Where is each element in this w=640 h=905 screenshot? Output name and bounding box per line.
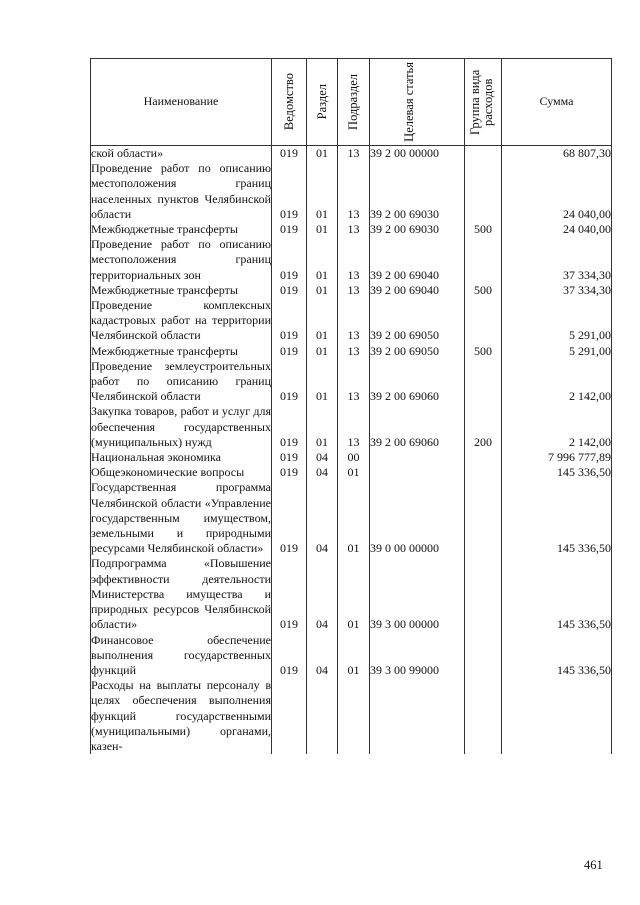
row-razdel: 04	[307, 450, 338, 465]
row-gruppa	[465, 465, 502, 480]
row-celevaya	[370, 465, 465, 480]
row-podrazdel: 13	[338, 161, 370, 222]
row-razdel: 01	[307, 298, 338, 344]
row-gruppa	[465, 161, 502, 222]
row-name: Национальная экономика	[91, 450, 272, 465]
table-row	[91, 633, 612, 679]
header-celevaya	[370, 59, 465, 146]
row-vedomstvo: 019	[272, 465, 307, 480]
row-razdel: 04	[307, 480, 338, 556]
row-razdel: 01	[307, 237, 338, 283]
table-row	[91, 222, 612, 237]
row-celevaya: 39 2 00 69040	[370, 237, 465, 283]
header-name	[91, 59, 272, 146]
row-summa: 145 336,50	[502, 556, 612, 632]
row-razdel: 01	[307, 146, 338, 162]
row-celevaya: 39 2 00 69060	[370, 404, 465, 450]
row-vedomstvo: 019	[272, 450, 307, 465]
header-razdel	[307, 59, 338, 146]
budget-table	[90, 58, 612, 754]
row-celevaya: 39 2 00 00000	[370, 146, 465, 162]
row-celevaya: 39 2 00 69060	[370, 359, 465, 405]
row-gruppa: 500	[465, 283, 502, 298]
table-row	[91, 161, 612, 222]
row-summa: 5 291,00	[502, 344, 612, 359]
row-vedomstvo: 019	[272, 556, 307, 632]
row-podrazdel: 01	[338, 480, 370, 556]
row-vedomstvo: 019	[272, 161, 307, 222]
table-row	[91, 237, 612, 283]
row-gruppa	[465, 678, 502, 754]
row-summa: 145 336,50	[502, 480, 612, 556]
row-vedomstvo: 019	[272, 344, 307, 359]
row-vedomstvo: 019	[272, 222, 307, 237]
row-summa: 145 336,50	[502, 465, 612, 480]
row-podrazdel: 13	[338, 298, 370, 344]
row-gruppa	[465, 480, 502, 556]
header-razdel-label: Раздел	[314, 84, 329, 120]
row-name: Подпрограмма «Повышение эффективности деятельности Министерства имущества и природных ресурсов Челябинской области»	[91, 556, 271, 632]
row-gruppa	[465, 146, 502, 162]
row-gruppa	[465, 237, 502, 283]
row-vedomstvo: 019	[272, 480, 307, 556]
row-celevaya: 39 3 00 99000	[370, 633, 465, 679]
row-podrazdel: 00	[338, 450, 370, 465]
row-celevaya: 39 3 00 00000	[370, 556, 465, 632]
header-gruppa	[465, 59, 502, 146]
row-summa: 2 142,00	[502, 359, 612, 405]
row-summa: 24 040,00	[502, 222, 612, 237]
table-row	[91, 678, 612, 754]
row-name: Межбюджетные трансферты	[91, 283, 272, 298]
row-summa: 2 142,00	[502, 404, 612, 450]
header-summa-label: Сумма	[539, 94, 574, 109]
row-celevaya: 39 2 00 69050	[370, 344, 465, 359]
row-name: Проведение работ по описанию местоположения границ территориальных зон	[91, 237, 271, 282]
header-vedomstvo-label: Ведомство	[281, 73, 296, 131]
row-razdel: 04	[307, 633, 338, 679]
row-gruppa	[465, 556, 502, 632]
header-summa	[502, 59, 612, 146]
row-vedomstvo: 019	[272, 237, 307, 283]
row-razdel	[307, 678, 338, 754]
row-name: Проведение комплексных кадастровых работ на территории Челябинской области	[91, 298, 271, 343]
row-podrazdel: 01	[338, 465, 370, 480]
row-podrazdel: 13	[338, 222, 370, 237]
header-gruppa-label: Группа вида расходов	[468, 69, 495, 135]
row-name: Государственная программа Челябинской области «Управление государственным имуществом, земельными и природными ресурсами Челябинской области»	[91, 480, 271, 556]
table-row	[91, 344, 612, 359]
header-name-label: Наименование	[143, 94, 219, 109]
row-gruppa: 200	[465, 404, 502, 450]
table-row	[91, 404, 612, 450]
row-vedomstvo: 019	[272, 359, 307, 405]
row-summa: 68 807,30	[502, 146, 612, 162]
table-row	[91, 480, 612, 556]
table-row	[91, 556, 612, 632]
row-razdel: 04	[307, 465, 338, 480]
row-podrazdel: 13	[338, 237, 370, 283]
row-gruppa	[465, 633, 502, 679]
row-summa: 145 336,50	[502, 633, 612, 679]
row-celevaya: 39 2 00 69050	[370, 298, 465, 344]
table-row	[91, 298, 612, 344]
table-row	[91, 283, 612, 298]
header-vedomstvo	[272, 59, 307, 146]
row-celevaya: 39 2 00 69040	[370, 283, 465, 298]
row-name: Проведение землеустроительных работ по описанию границ Челябинской области	[91, 358, 271, 404]
row-podrazdel	[338, 678, 370, 754]
row-razdel: 01	[307, 344, 338, 359]
row-podrazdel: 01	[338, 556, 370, 632]
row-vedomstvo: 019	[272, 146, 307, 162]
row-gruppa	[465, 450, 502, 465]
row-vedomstvo: 019	[272, 298, 307, 344]
table-row	[91, 465, 612, 480]
row-vedomstvo: 019	[272, 404, 307, 450]
row-name: Финансовое обеспечение выполнения государственных функций	[91, 632, 271, 677]
row-razdel: 01	[307, 161, 338, 222]
row-name: Закупка товаров, работ и услуг для обеспечения государственных (муниципальных) нужд	[91, 404, 271, 449]
row-summa: 24 040,00	[502, 161, 612, 222]
row-podrazdel: 13	[338, 344, 370, 359]
page-number: 461	[584, 858, 603, 872]
header-podrazdel-label: Подраздел	[346, 74, 360, 130]
row-name: Проведение работ по описанию местоположения границ населенных пунктов Челябинской области	[91, 161, 271, 221]
row-summa	[502, 678, 612, 754]
row-name: ской области»	[91, 146, 272, 162]
row-gruppa	[465, 359, 502, 405]
row-razdel: 01	[307, 283, 338, 298]
table-header-row	[91, 59, 612, 146]
row-celevaya	[370, 450, 465, 465]
row-summa: 7 996 777,89	[502, 450, 612, 465]
row-podrazdel: 13	[338, 283, 370, 298]
row-name: Общеэкономические вопросы	[91, 465, 272, 480]
row-podrazdel: 13	[338, 146, 370, 162]
row-razdel: 01	[307, 359, 338, 405]
row-celevaya: 39 2 00 69030	[370, 161, 465, 222]
row-razdel: 04	[307, 556, 338, 632]
row-celevaya: 39 2 00 69030	[370, 222, 465, 237]
row-vedomstvo: 019	[272, 283, 307, 298]
row-name: Межбюджетные трансферты	[91, 222, 272, 237]
row-vedomstvo: 019	[272, 633, 307, 679]
row-gruppa	[465, 298, 502, 344]
row-celevaya: 39 0 00 00000	[370, 480, 465, 556]
row-vedomstvo	[272, 678, 307, 754]
row-name: Расходы на выплаты персоналу в целях обеспечения выполнения функций государственными (муниципальными) органами, казен-	[91, 678, 271, 753]
row-summa: 37 334,30	[502, 237, 612, 283]
row-celevaya	[370, 678, 465, 754]
row-gruppa: 500	[465, 222, 502, 237]
row-podrazdel: 13	[338, 359, 370, 405]
table-row	[91, 146, 612, 162]
row-razdel: 01	[307, 404, 338, 450]
row-podrazdel: 13	[338, 404, 370, 450]
table-row	[91, 359, 612, 405]
row-name: Межбюджетные трансферты	[91, 344, 272, 359]
row-summa: 37 334,30	[502, 283, 612, 298]
row-gruppa: 500	[465, 344, 502, 359]
header-podrazdel	[338, 59, 370, 146]
header-celevaya-label: Целевая статья	[402, 62, 416, 142]
row-summa: 5 291,00	[502, 298, 612, 344]
table-row	[91, 450, 612, 465]
row-podrazdel: 01	[338, 633, 370, 679]
row-razdel: 01	[307, 222, 338, 237]
